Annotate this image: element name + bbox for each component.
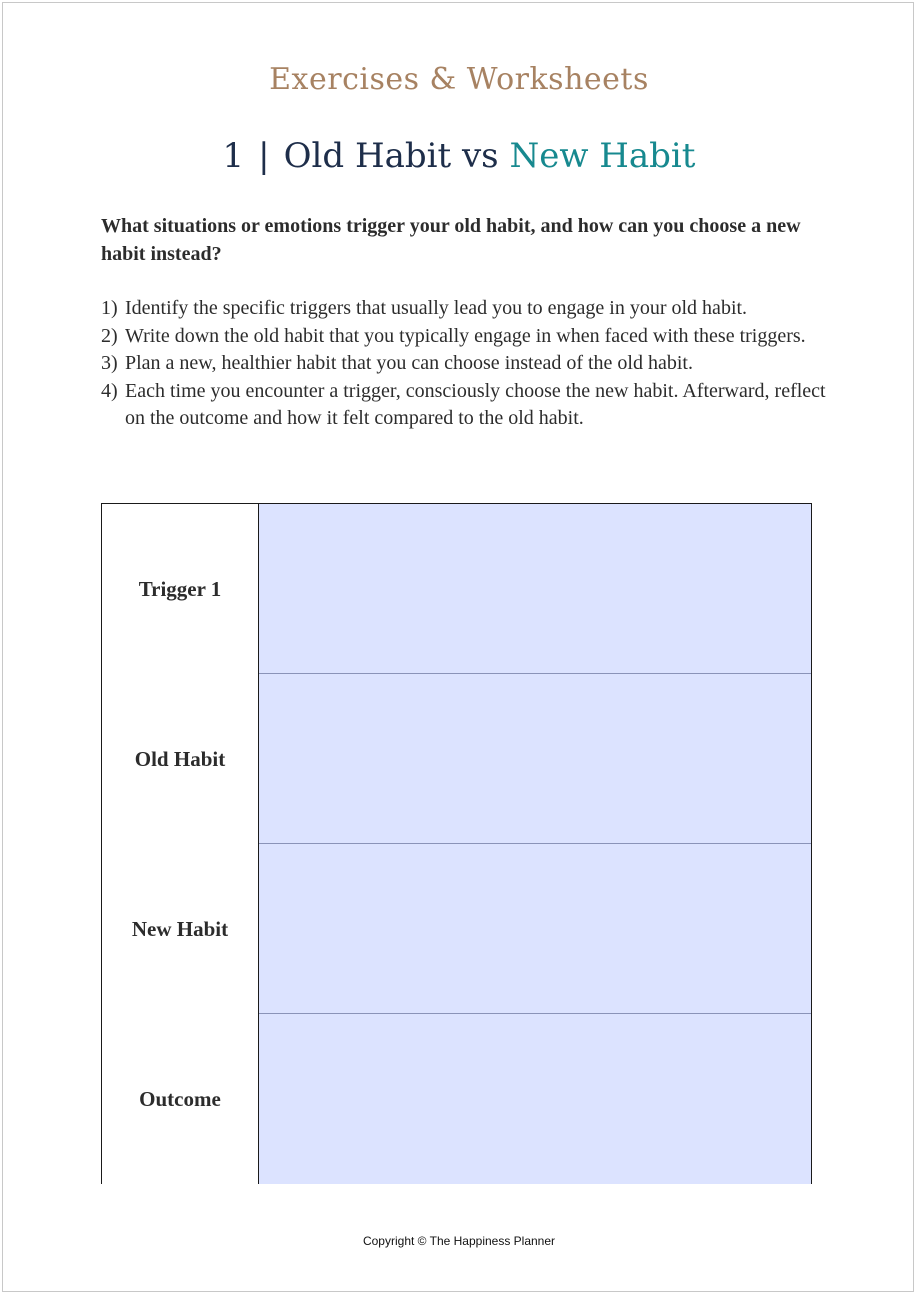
worksheet-row-new-habit (102, 844, 811, 1015)
worksheet-row-trigger (102, 504, 811, 675)
step-text: Write down the old habit that you typically engage in when faced with these triggers. (125, 324, 806, 347)
instruction-step (101, 350, 841, 378)
copyright-notice: Copyright © The Happiness Planner (362, 1234, 556, 1248)
exercise-question: What situations or emotions trigger your old habit, and how can you choose a new habit instead? (101, 215, 801, 265)
trigger-label: Trigger 1 (102, 504, 259, 674)
title-separator: | (258, 136, 270, 176)
worksheet-row-old-habit (102, 674, 811, 845)
step-number: 3) (101, 352, 118, 374)
instruction-list (101, 295, 841, 433)
step-text: Each time you encounter a trigger, consciously choose the new habit. Afterward, reflect on the outcome and how it felt compared to the old habit. (125, 379, 826, 429)
old-habit-label: Old Habit (102, 674, 259, 844)
title-new-habit: New Habit (509, 136, 696, 176)
old-habit-input[interactable] (259, 674, 811, 844)
step-number: 2) (101, 324, 118, 347)
new-habit-input[interactable] (259, 844, 811, 1014)
title-old-habit: Old Habit vs (283, 136, 499, 176)
instruction-step (101, 378, 841, 433)
section-heading: Exercises & Worksheets (269, 62, 649, 97)
step-text: Plan a new, healthier habit that you can choose instead of the old habit. (125, 352, 693, 374)
outcome-input[interactable] (259, 1014, 811, 1184)
step-number: 1) (101, 297, 118, 319)
instruction-step (101, 295, 841, 323)
trigger-input[interactable] (259, 504, 811, 674)
page-title (0, 136, 918, 176)
instruction-step (101, 323, 841, 351)
new-habit-label: New Habit (102, 844, 259, 1014)
worksheet-row-outcome (102, 1014, 811, 1184)
outcome-label: Outcome (102, 1014, 259, 1184)
step-number: 4) (101, 379, 118, 402)
worksheet-table (101, 503, 812, 1184)
step-text: Identify the specific triggers that usually lead you to engage in your old habit. (125, 297, 748, 319)
exercise-number: 1 (222, 136, 245, 176)
